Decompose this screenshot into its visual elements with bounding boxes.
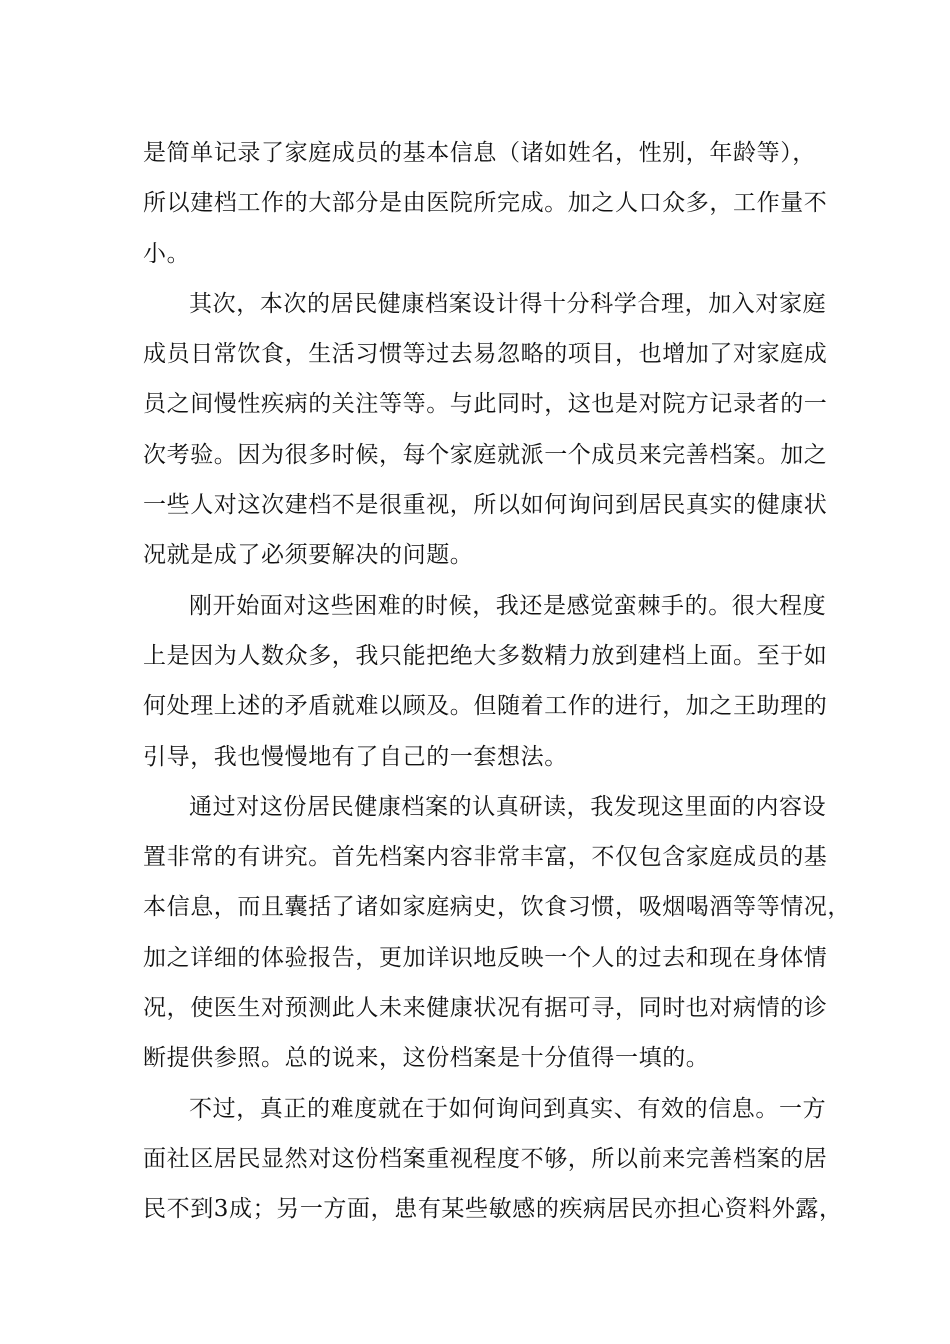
document-body (143, 128, 851, 1235)
text-line: 员之间慢性疾病的关注等等。与此同时，这也是对院方记录者的一 (143, 391, 828, 418)
text-line: 况，使医生对预测此人未来健康状况有据可寻，同时也对病情的诊 (143, 995, 828, 1022)
text-line: 加之详细的体验报告，更加详识地反映一个人的过去和现在身体情 (143, 944, 828, 971)
text-line: 何处理上述的矛盾就难以顾及。但随着工作的进行，加之王助理的 (143, 693, 828, 720)
paragraph-3 (143, 581, 828, 782)
text-line: 况就是成了必须要解决的问题。 (143, 542, 474, 569)
text-line: 面社区居民显然对这份档案重视程度不够，所以前来完善档案的居 (143, 1145, 828, 1172)
text-line: 民不到3成；另一方面，患有某些敏感的疾病居民亦担心资料外露， (143, 1196, 843, 1223)
text-line: 本信息，而且囊括了诸如家庭病史，饮食习惯，吸烟喝酒等等情况， (143, 894, 851, 921)
text-line: 置非常的有讲究。首先档案内容非常丰富，不仅包含家庭成员的基 (143, 844, 828, 871)
text-line: 是简单记录了家庭成员的基本信息（诸如姓名，性别，年龄等）， (143, 140, 816, 166)
text-line: 断提供参照。总的说来，这份档案是十分值得一填的。 (143, 1045, 710, 1072)
paragraph-4 (143, 782, 851, 1084)
paragraph-1 (143, 128, 828, 279)
text-line: 通过对这份居民健康档案的认真研读，我发现这里面的内容设 (189, 793, 827, 820)
text-line: 上是因为人数众多，我只能把绝大多数精力放到建档上面。至于如 (143, 642, 828, 669)
paragraph-5 (143, 1084, 843, 1235)
text-line: 小。 (143, 240, 191, 267)
text-line: 成员日常饮食，生活习惯等过去易忽略的项目，也增加了对家庭成 (143, 341, 828, 368)
text-line: 不过，真正的难度就在于如何询问到真实、有效的信息。一方 (189, 1095, 827, 1122)
paragraph-2 (143, 279, 828, 581)
text-line: 所以建档工作的大部分是由医院所完成。加之人口众多，工作量不 (143, 190, 828, 217)
text-line: 引导，我也慢慢地有了自己的一套想法。 (143, 743, 568, 770)
text-line: 一些人对这次建档不是很重视，所以如何询问到居民真实的健康状 (143, 492, 828, 519)
text-line: 刚开始面对这些困难的时候，我还是感觉蛮棘手的。很大程度 (189, 592, 827, 619)
text-line: 次考验。因为很多时候，每个家庭就派一个成员来完善档案。加之 (143, 441, 828, 468)
text-line: 其次，本次的居民健康档案设计得十分科学合理，加入对家庭 (189, 290, 827, 317)
